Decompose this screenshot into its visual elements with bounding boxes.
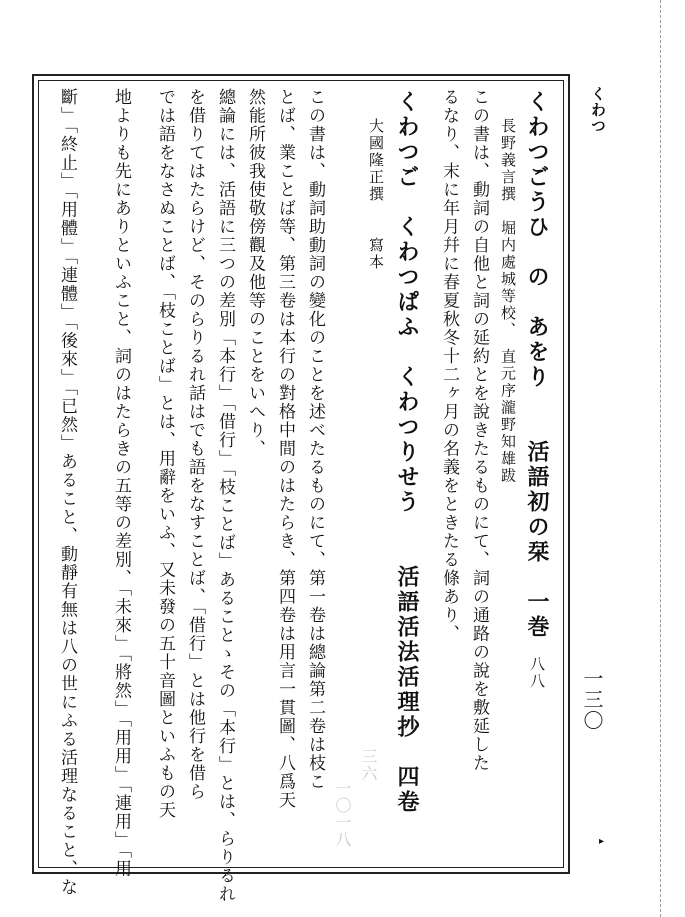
entry-2-line-3: 然能所彼我使敬傍觀及他等のことをいへり、 <box>245 88 265 458</box>
running-head: くわつ <box>589 86 607 134</box>
entry-2-byline: 大國隆正撰 寫本 <box>367 118 385 271</box>
text-frame <box>32 74 570 904</box>
entry-1-volume-note: 八八 <box>528 656 546 690</box>
entry-1-line-2: るなり、末に年月幷に春夏秋冬十二ヶ月の名義をときたる條あり、 <box>439 88 459 643</box>
entry-1-byline: 長野義言撰 堀内處城等校、 直元序瀧野知雄跋 <box>499 118 517 485</box>
entry-2-line-8: 斷」「終止」「用體」「連體」「後來」「已然」あること、動靜有無は八の世にふる活理なること、な <box>57 88 77 897</box>
entry-2-stamp-1: 三六 <box>359 748 378 782</box>
entry-2-title: くわつご くわつぱふ くわつりせう 活語活法活理抄 四卷 <box>394 90 420 815</box>
entry-2-line-5: を借りてはたらけど、そのらりるれ話はでも語をなすことば、「借行」とは他行を借ら <box>185 88 205 801</box>
entry-1-title: くわつごうひ の あをり 活語初の栞 一巻 <box>524 90 550 640</box>
entry-2-line-1: この書は、動詞助動詞の變化のことを述べたるものにて、第一卷は總論第二卷は枝こ <box>305 88 325 791</box>
entry-2-line-7: 地よりも先にありといふこと、詞のはたらきの五等の差別、「未來」「將然」「用用」「連用」「用 <box>111 88 131 878</box>
entry-2-stamp-2: 一〇一八 <box>333 780 352 848</box>
edge-mark: ▸ <box>596 836 607 848</box>
entry-2-line-6: では語をなさぬことば、「枝ことば」とは、用辭をいふ、又未發の五十音圖といふもの天 <box>155 88 175 820</box>
entry-1-line-1: この書は、動詞の自他と詞の延約とを說きたるものにて、詞の通路の說を敷延した <box>469 88 489 773</box>
entry-2-line-4: 總論には、活語に三つの差別「本行」「借行」「枝ことば」あることゝその「本行」とは、らりるれ <box>215 88 235 904</box>
page-number: 一三〇 <box>580 668 604 731</box>
entry-2-line-2: とば、業ことば等、第三卷は本行の對格中間のはたらき、第四卷は用言一貫圖、八爲天 <box>275 88 295 810</box>
page-edge-line <box>660 0 663 917</box>
